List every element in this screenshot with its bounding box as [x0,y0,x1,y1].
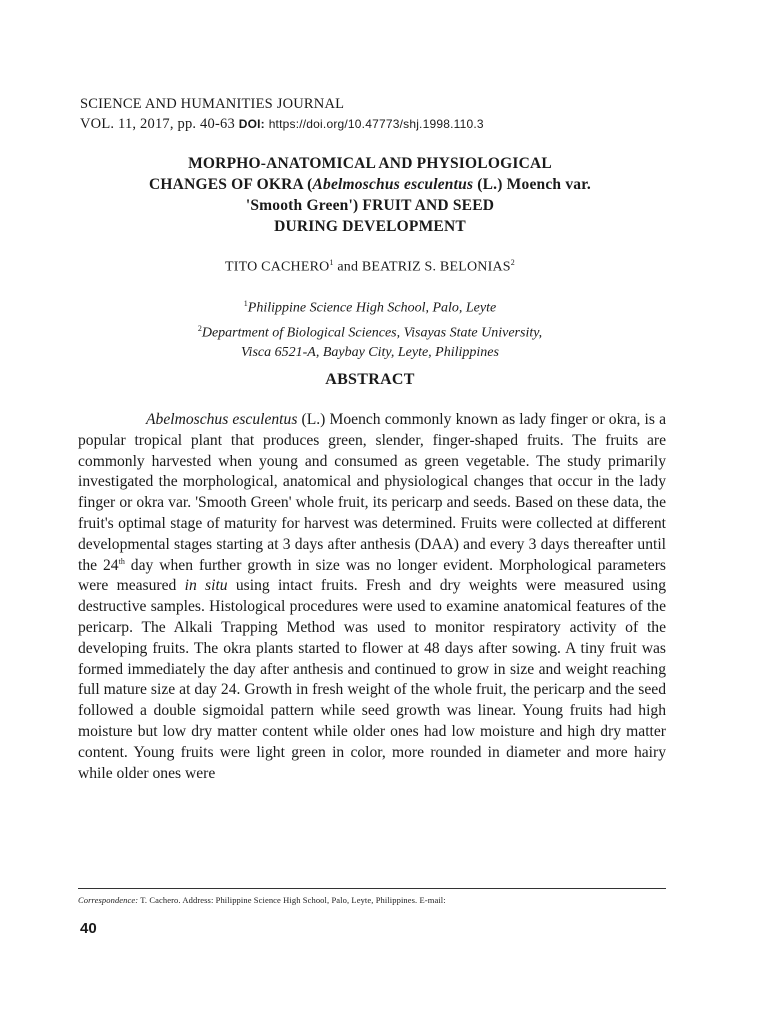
affiliation-1-text: Philippine Science High School, Palo, Leyte [247,300,497,316]
title-line-2-suffix: (L.) Moench var. [473,176,591,193]
title-species: Abelmoschus esculentus [312,176,474,193]
affiliation-2-text: Department of Biological Sciences, Visayas State University, [201,325,543,341]
title-line-2 [80,174,660,195]
affiliation-1 [80,294,660,319]
author-joiner: and [333,259,362,275]
affiliation-2-address: Visca 6521-A, Baybay City, Leyte, Philippines [241,345,499,361]
page-number: 40 [80,920,97,937]
title-line-1: MORPHO-ANATOMICAL AND PHYSIOLOGICAL [188,155,552,172]
footnote-rule [78,888,666,889]
title-line-3: 'Smooth Green') FRUIT AND SEED [245,197,495,214]
affiliation-2 [80,319,660,344]
journal-name: SCIENCE AND HUMANITIES JOURNAL [80,96,345,112]
abstract-heading: ABSTRACT [325,371,415,388]
abstract-ordinal-sup: th [118,556,125,566]
title-line-2-prefix: CHANGES OF OKRA ( [149,176,313,193]
author-list [80,258,660,276]
correspondence-footnote [78,895,446,905]
abstract-text-3: using intact fruits. Fresh and dry weights were measured using destructive samples. Histological procedures were used to examine anatomical features of the pericarp. The Alkali Trapping Method was used to monitor respiratory activity of the developing fruits. The okra plants started to flower at 48 days after sowing. A tiny fruit was formed immediately the day after anthesis and continued to grow in size and weight reaching full mature size at day 24. Growth in fresh weight of the whole fruit, the pericarp and the seed followed a double sigmoidal pattern while seed growth was linear. Young fruits had high moisture but low dry matter content while older ones had low moisture and high dry matter content. Young fruits were light green in color, more rounded in diameter and more hairy while older ones were [78,577,666,782]
footnote-text: T. Cachero. Address: Philippine Science High School, Palo, Leyte, Philippines. E-mail: [138,895,446,905]
volume-pages: VOL. 11, 2017, pp. 40-63 [80,116,235,132]
author-2-affil-mark: 2 [510,258,515,267]
abstract-body [78,410,666,784]
footnote-label: Correspondence: [78,895,139,905]
abstract-in-situ: in situ [184,577,228,595]
journal-header [80,94,484,134]
affiliation-2-mark: 2 [197,323,202,333]
author-1: TITO CACHERO [225,259,330,275]
abstract-species: Abelmoschus esculentus [146,411,298,428]
affiliation-1-mark: 1 [243,299,248,308]
title-line-4: DURING DEVELOPMENT [274,218,466,235]
journal-volume-line [80,114,484,134]
author-1-affil-mark: 1 [329,258,334,267]
doi-label: DOI: [238,117,265,131]
abstract-text-2: day when further growth in size was no longer evident. Morphological parameters were measured [78,556,666,595]
affiliations [80,294,660,363]
abstract-text-1: (L.) Moench commonly known as lady finger or okra, is a popular tropical plant that produces green, slender, finger-shaped fruits. The fruits are commonly harvested when young and consumed as green vegetable. The study primarily investigated the morphological, anatomical and physiological changes that occur in the lady finger or okra var. 'Smooth Green' whole fruit, its pericarp and seeds. Based on these data, the fruit's optimal stage of maturity for harvest was determined. Fruits were collected at different developmental stages starting at 3 days after anthesis (DAA) and every 3 days thereafter until the 24 [78,411,666,574]
paper-title [80,153,660,237]
author-2: BEATRIZ S. BELONIAS [361,259,511,275]
doi-link[interactable]: https://doi.org/10.47773/shj.1998.110.3 [268,117,484,131]
